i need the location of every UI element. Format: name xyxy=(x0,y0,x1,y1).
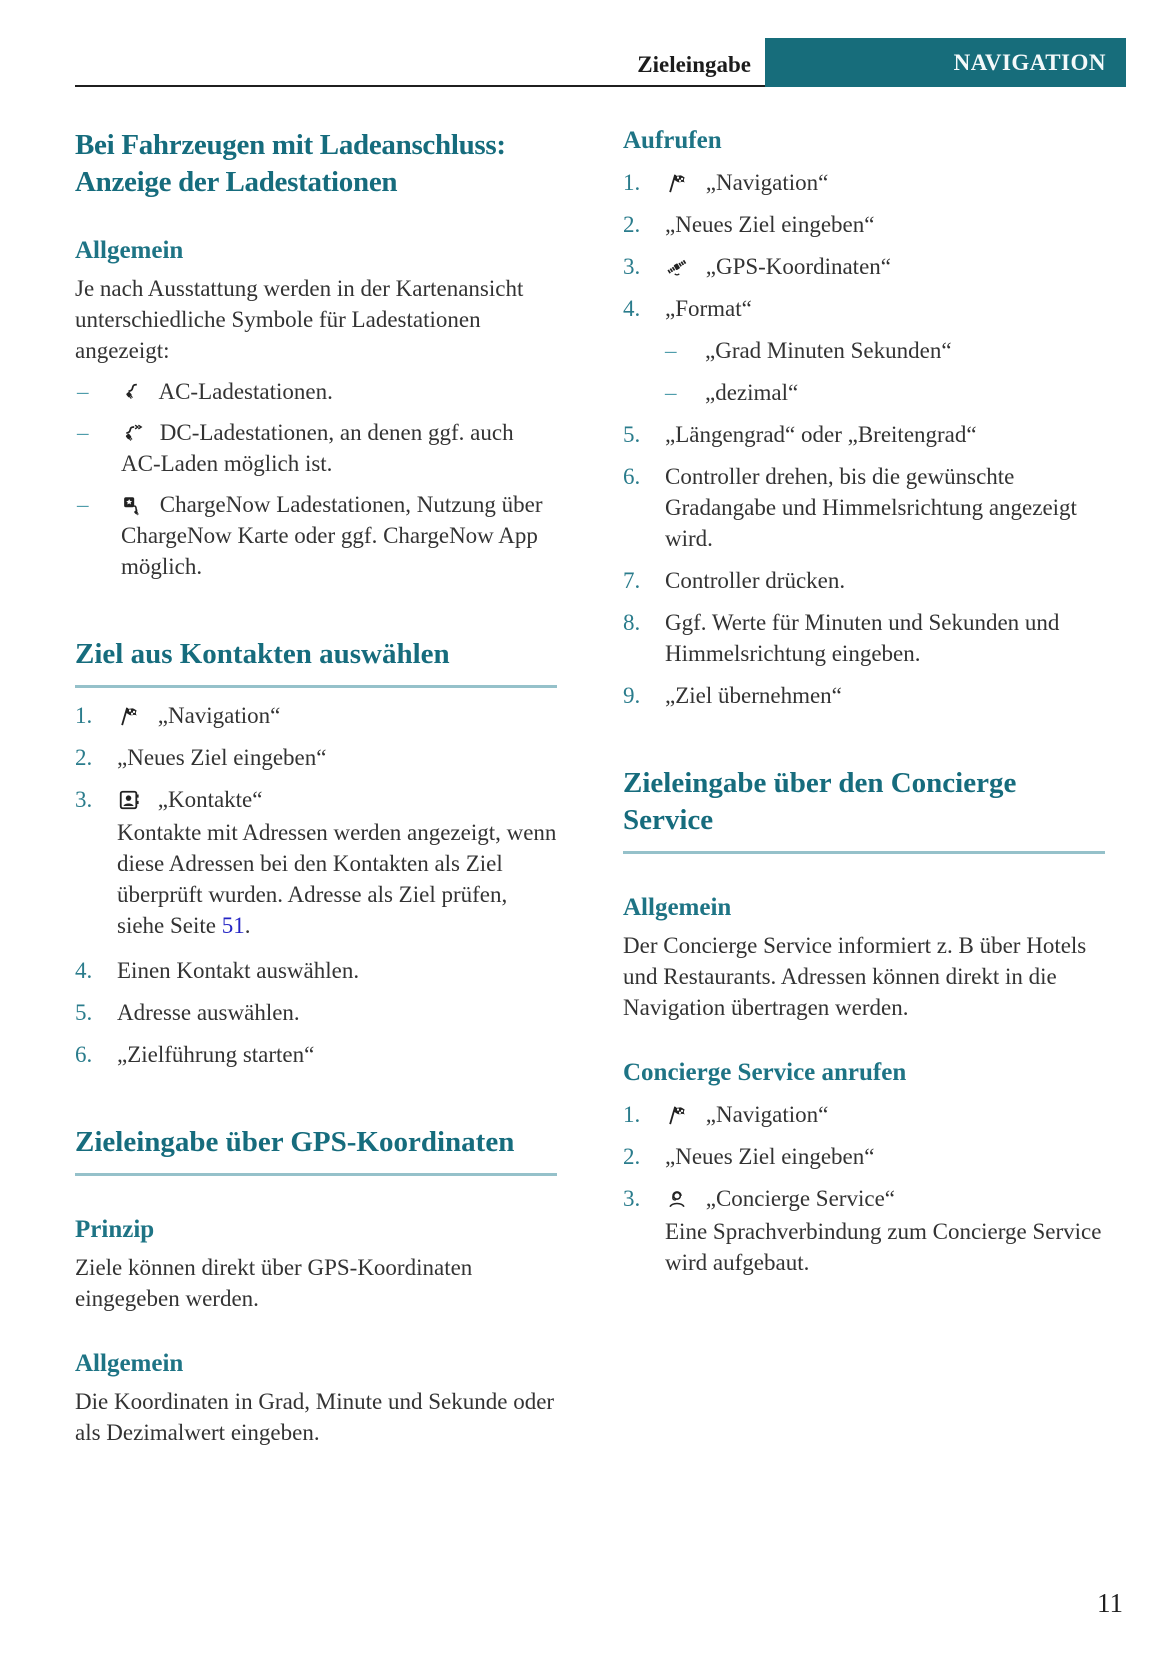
paragraph-charging-intro: Je nach Ausstattung werden in der Kartenansicht unterschiedliche Symbole für Ladestationen angezeigt: xyxy=(75,276,524,364)
list-item xyxy=(623,1183,1105,1278)
step-label: „Längengrad“ oder „Breitengrad“ xyxy=(665,422,977,447)
section-contacts xyxy=(75,636,557,1070)
contacts-step-list xyxy=(75,700,557,1070)
navigation-flag-icon xyxy=(665,172,689,194)
step-label: „GPS-Koordinaten“ xyxy=(705,254,891,279)
step-number: 3. xyxy=(623,254,641,279)
list-item-text: „Grad Minuten Sekunden“ xyxy=(705,338,952,363)
step-number: 8. xyxy=(623,610,641,635)
list-item xyxy=(665,377,1105,408)
step-number: 3. xyxy=(623,1186,641,1212)
section-divider xyxy=(75,1173,557,1176)
dash-marker: – xyxy=(665,338,677,363)
list-item xyxy=(75,955,557,986)
step-label: „Navigation“ xyxy=(705,1102,829,1128)
list-item xyxy=(665,335,1105,366)
list-item-text: AC-Ladestationen. xyxy=(158,379,333,405)
left-column xyxy=(75,127,557,1448)
step-number: 2. xyxy=(623,212,641,237)
step-label: Controller drehen, bis die gewünschte Gradangabe und Himmelsrichtung angezeigt wird. xyxy=(665,464,1077,551)
section-title-concierge: Zieleingabe über den Concierge Service xyxy=(623,767,1017,837)
list-item-text: ChargeNow Ladestationen, Nutzung über ChargeNow Karte oder ggf. ChargeNow App möglich. xyxy=(121,492,543,580)
dash-marker: – xyxy=(77,492,89,518)
paragraph-concierge-allgemein: Der Concierge Service informiert z. B über Hotels und Restaurants. Adressen können direkt in die Navigation übertragen werden. xyxy=(623,933,1087,1021)
step-label: Einen Kontakt auswählen. xyxy=(117,958,360,984)
list-item xyxy=(75,742,557,773)
header-chapter-tab xyxy=(765,38,1126,87)
step-label: „Navigation“ xyxy=(157,703,281,729)
section-title-charging-stations: Bei Fahrzeugen mit Ladeanschluss: Anzeige der Ladestationen xyxy=(75,129,506,199)
list-item-text: „dezimal“ xyxy=(705,380,799,405)
header-section-tab xyxy=(75,38,765,87)
list-item xyxy=(623,251,1105,282)
step-label: „Kontakte“ xyxy=(157,787,263,813)
header-chapter-label: NAVIGATION xyxy=(953,49,1106,75)
page-reference-link[interactable]: 51 xyxy=(221,913,245,939)
list-item xyxy=(75,700,557,731)
step-number: 6. xyxy=(75,1042,93,1068)
step-number: 5. xyxy=(75,1000,93,1026)
chargenow-station-icon xyxy=(121,495,143,516)
section-gps xyxy=(75,1124,557,1448)
gps-satellite-icon xyxy=(665,256,689,278)
step-number: 4. xyxy=(623,296,641,321)
concierge-step-list xyxy=(623,1099,1105,1278)
step-number: 6. xyxy=(623,464,641,489)
list-item xyxy=(623,293,1105,408)
step-label: „Format“ xyxy=(665,296,752,321)
list-item xyxy=(75,997,557,1028)
format-options-list xyxy=(665,335,1105,408)
contacts-icon xyxy=(117,789,141,811)
step-label: „Zielführung starten“ xyxy=(117,1042,315,1068)
section-divider xyxy=(75,685,557,688)
aufrufen-step-list xyxy=(623,167,1105,711)
two-column-layout xyxy=(75,127,1166,1448)
section-concierge xyxy=(623,765,1105,1278)
list-item xyxy=(623,565,1105,596)
step-label: „Navigation“ xyxy=(705,170,829,195)
step-number: 1. xyxy=(623,170,641,195)
navigation-flag-icon xyxy=(665,1104,689,1126)
note-text: Kontakte mit Adressen werden angezeigt, wenn diese Adressen bei den Kontakten als Ziel überprüft wurden. Adresse als Ziel prüfen, siehe Seite xyxy=(117,820,557,939)
page-header xyxy=(75,38,1126,87)
concierge-service-icon xyxy=(665,1188,689,1210)
step-number: 1. xyxy=(623,1102,641,1128)
section-title-contacts: Ziel aus Kontakten auswählen xyxy=(75,638,450,671)
step-number: 4. xyxy=(75,958,93,984)
list-item xyxy=(75,1039,557,1070)
list-item xyxy=(623,607,1105,669)
section-title-gps: Zieleingabe über GPS-Koordinaten xyxy=(75,1126,515,1159)
list-item xyxy=(75,376,557,407)
list-item xyxy=(75,417,557,479)
step-number: 2. xyxy=(623,1144,641,1170)
list-item xyxy=(623,680,1105,711)
dash-marker: – xyxy=(665,380,677,405)
step-number: 5. xyxy=(623,422,641,447)
step-label: „Ziel übernehmen“ xyxy=(665,683,842,708)
page-number: 11 xyxy=(1097,1588,1123,1618)
note-text: . xyxy=(244,913,251,939)
step-label: Ggf. Werte für Minuten und Sekunden und Himmelsrichtung eingeben. xyxy=(665,610,1060,666)
step-number: 2. xyxy=(75,745,93,771)
dc-charging-station-icon xyxy=(121,423,143,444)
step-number: 9. xyxy=(623,683,641,708)
step-label: Adresse auswählen. xyxy=(117,1000,300,1026)
navigation-flag-icon xyxy=(117,705,141,727)
dash-marker: – xyxy=(77,420,89,446)
paragraph-gps-allgemein: Die Koordinaten in Grad, Minute und Sekunde oder als Dezimalwert eingeben. xyxy=(75,1389,555,1446)
step-number: 3. xyxy=(75,787,93,813)
step-number: 7. xyxy=(623,568,641,593)
subheading-allgemein: Allgemein xyxy=(75,237,184,265)
subheading-prinzip: Prinzip xyxy=(75,1216,155,1244)
subheading-aufrufen: Aufrufen xyxy=(623,127,722,154)
list-item xyxy=(623,167,1105,198)
header-section-label: Zieleingabe xyxy=(637,52,751,77)
dash-marker: – xyxy=(77,379,89,405)
subheading-concierge-anrufen: Concierge Service anrufen xyxy=(623,1059,907,1087)
right-column xyxy=(623,127,1105,1448)
list-item xyxy=(623,419,1105,450)
step-label: „Neues Ziel eingeben“ xyxy=(665,1144,875,1170)
charging-symbol-list xyxy=(75,376,557,582)
section-divider xyxy=(623,851,1105,854)
step-note xyxy=(117,817,557,941)
step-label: Controller drücken. xyxy=(665,568,846,593)
subheading-allgemein: Allgemein xyxy=(623,894,732,922)
step-number: 1. xyxy=(75,703,93,729)
paragraph-gps-prinzip: Ziele können direkt über GPS-Koordinaten eingegeben werden. xyxy=(75,1255,473,1312)
list-item xyxy=(623,209,1105,240)
list-item xyxy=(75,489,557,582)
step-note: Eine Sprachverbindung zum Concierge Service wird aufgebaut. xyxy=(665,1219,1102,1276)
step-label: „Concierge Service“ xyxy=(705,1186,895,1212)
ac-charging-station-icon xyxy=(121,382,143,403)
list-item xyxy=(623,461,1105,554)
list-item-text: DC-Ladestationen, an denen ggf. auch AC-Laden möglich ist. xyxy=(121,420,514,477)
list-item xyxy=(623,1099,1105,1130)
list-item xyxy=(623,1141,1105,1172)
step-label: „Neues Ziel eingeben“ xyxy=(665,212,875,237)
subheading-allgemein: Allgemein xyxy=(75,1350,184,1378)
step-label: „Neues Ziel eingeben“ xyxy=(117,745,327,771)
list-item xyxy=(75,784,557,941)
